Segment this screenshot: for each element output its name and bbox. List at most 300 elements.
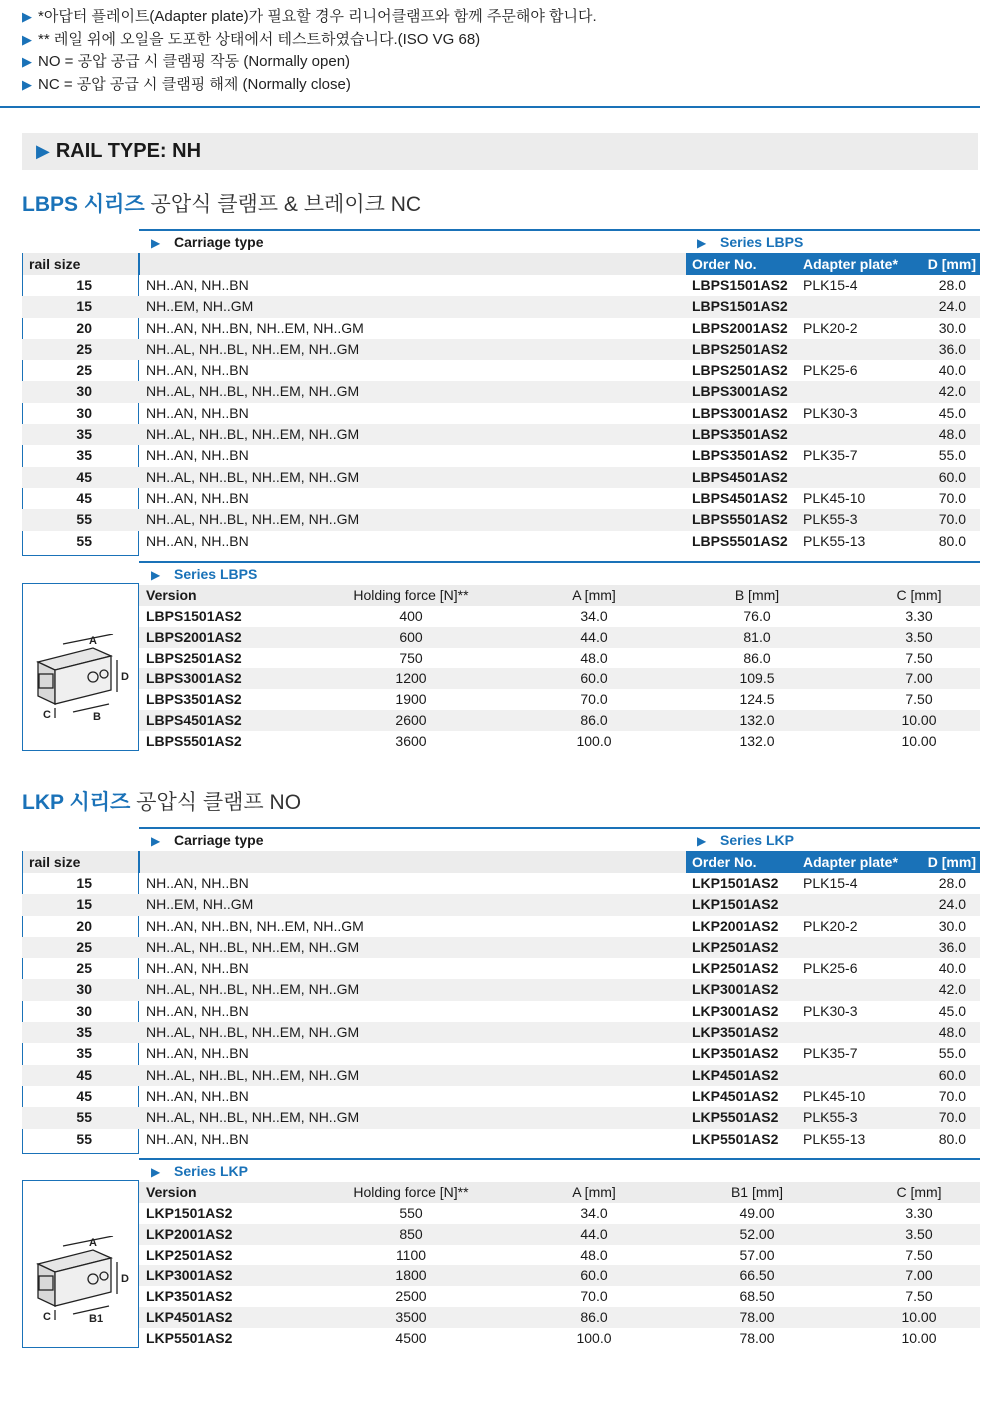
a-mm-cell: 70.0 (580, 1288, 608, 1305)
series-label: Series LBPS (720, 234, 804, 250)
c-mm-cell: 3.30 (905, 608, 933, 624)
adapter-plate-cell: PLK30-3 (803, 404, 858, 421)
carriage-type-cell: NH..AN, NH..BN (146, 404, 249, 421)
order-no-cell: LKP3501AS2 (692, 1024, 779, 1041)
c-mm-cell: 3.50 (905, 628, 933, 645)
carriage-type-cell: NH..AL, NH..BL, NH..EM, NH..GM (146, 426, 360, 443)
carriage-type-cell: NH..AL, NH..BL, NH..EM, NH..GM (146, 1024, 360, 1041)
rail-size-cell: 15 (76, 277, 92, 293)
triangle-bullet-icon: ▶ (22, 54, 32, 69)
triangle-bullet-icon: ▶ (151, 1165, 161, 1179)
d-mm-cell: 42.0 (938, 981, 966, 998)
lbps-title-rest: 공압식 클램프 & 브레이크 NC (144, 193, 422, 216)
d-mm-cell: 55.0 (938, 1045, 966, 1062)
d-mm-cell: 45.0 (938, 1002, 966, 1019)
series-header (697, 234, 803, 250)
lbps-title-bold: LBPS 시리즈 (22, 193, 145, 216)
d-mm-cell: 28.0 (938, 875, 966, 891)
carriage-type-cell: NH..AN, NH..BN (146, 1002, 249, 1019)
a-mm-cell: 100.0 (576, 732, 612, 749)
carriage-type-cell: NH..AN, NH..BN (146, 1130, 249, 1147)
rail-size-cell: 20 (76, 917, 92, 934)
dimension-label-a: A (89, 1237, 97, 1249)
table-row (22, 381, 980, 402)
holding-force-cell: 4500 (395, 1329, 427, 1346)
carriage-type-cell: NH..AN, NH..BN (146, 447, 249, 464)
d-mm-header: D [mm] (927, 854, 976, 870)
d-mm-cell: 30.0 (938, 917, 966, 934)
a-mm-cell: 48.0 (580, 1246, 608, 1263)
rail-size-header: rail size (22, 851, 139, 873)
rail-size-cell: 25 (76, 938, 92, 955)
adapter-plate-cell: PLK15-4 (803, 277, 858, 293)
adapter-plate-cell: PLK45-10 (803, 1087, 866, 1104)
table-header-row (139, 231, 980, 253)
d-mm-cell: 30.0 (938, 319, 966, 336)
d-mm-cell: 70.0 (938, 489, 966, 506)
header-spacer (139, 851, 687, 873)
c-mm-cell: 10.00 (901, 711, 937, 728)
table-row (22, 1043, 980, 1064)
d-mm-header: D [mm] (927, 256, 976, 272)
spec-row (139, 1224, 980, 1245)
d-mm-cell: 28.0 (938, 277, 966, 293)
order-no-cell: LKP5501AS2 (692, 1109, 779, 1126)
spec-header-row (139, 1182, 980, 1203)
c-mm-cell: 10.00 (901, 1308, 937, 1325)
c-mm-cell: 7.50 (905, 691, 933, 708)
c-mm-cell: 7.50 (905, 1246, 933, 1263)
order-no-cell: LKP1501AS2 (692, 875, 779, 891)
notes-list (22, 6, 597, 96)
carriage-type-header (151, 832, 264, 848)
b-mm-cell: 68.50 (739, 1288, 775, 1305)
order-no-cell: LKP3001AS2 (692, 981, 779, 998)
clamp-dimension-diagram (33, 634, 133, 724)
adapter-plate-cell: PLK55-13 (803, 532, 866, 549)
b-mm-cell: 124.5 (739, 691, 775, 708)
spec-row (139, 606, 980, 627)
adapter-plate-cell: PLK25-6 (803, 362, 858, 379)
order-no-cell: LKP4501AS2 (692, 1066, 779, 1083)
c-mm-cell: 10.00 (901, 732, 937, 749)
order-no-cell: LBPS3001AS2 (692, 404, 788, 421)
rail-size-cell: 55 (76, 1130, 92, 1147)
rail-size-cell: 35 (76, 426, 92, 443)
rail-size-cell: 45 (76, 489, 92, 506)
order-no-cell: LKP3501AS2 (692, 1045, 779, 1062)
a-mm-header: A [mm] (572, 1184, 616, 1200)
d-mm-cell: 42.0 (938, 383, 966, 400)
version-header: Version (146, 587, 197, 603)
c-mm-cell: 3.50 (905, 1225, 933, 1242)
table-body (22, 275, 980, 552)
adapter-plate-cell: PLK55-3 (803, 1109, 858, 1126)
triangle-bullet-icon: ▶ (22, 31, 32, 47)
dimension-label-d: D (121, 671, 129, 683)
carriage-type-label: Carriage type (174, 234, 264, 250)
order-no-cell: LBPS2001AS2 (692, 319, 788, 336)
a-mm-cell: 60.0 (580, 670, 608, 687)
rail-size-cell: 35 (76, 1024, 92, 1041)
a-mm-header: A [mm] (572, 587, 616, 603)
spec-row (139, 731, 980, 752)
carriage-type-cell: NH..AN, NH..BN (146, 532, 249, 549)
c-mm-cell: 7.00 (905, 670, 933, 687)
table-row (22, 1001, 980, 1022)
lbps-spec-table (22, 561, 980, 751)
table-row (22, 873, 980, 894)
spec-row (139, 648, 980, 669)
adapter-plate-cell: PLK15-4 (803, 875, 858, 891)
carriage-type-cell: NH..AL, NH..BL, NH..EM, NH..GM (146, 511, 360, 528)
d-mm-cell: 24.0 (938, 896, 966, 913)
rail-size-cell: 15 (76, 875, 92, 891)
carriage-type-cell: NH..AN, NH..BN (146, 960, 249, 977)
order-no-cell: LKP1501AS2 (692, 896, 779, 913)
holding-force-cell: 1900 (395, 691, 427, 708)
a-mm-cell: 100.0 (576, 1329, 612, 1346)
dimension-label-d: D (121, 1273, 129, 1285)
table-row (22, 403, 980, 424)
spec-row (139, 627, 980, 648)
carriage-type-cell: NH..EM, NH..GM (146, 298, 254, 315)
table-row (22, 894, 980, 915)
table-header-row (139, 829, 980, 851)
note-item (22, 6, 597, 29)
lkp-title-rest: 공압식 클램프 NO (130, 791, 302, 814)
order-no-cell: LBPS2501AS2 (692, 362, 788, 379)
column-header-row (22, 851, 980, 873)
spec-title-label: Series LKP (174, 1163, 248, 1179)
order-no-cell: LBPS5501AS2 (692, 532, 788, 549)
d-mm-cell: 60.0 (938, 1066, 966, 1083)
carriage-type-cell: NH..AL, NH..BL, NH..EM, NH..GM (146, 1066, 360, 1083)
table-row (22, 916, 980, 937)
adapter-plate-cell: PLK55-3 (803, 511, 858, 528)
order-header-band (686, 253, 980, 275)
b-mm-cell: 81.0 (743, 628, 771, 645)
order-no-cell: LKP3001AS2 (692, 1002, 779, 1019)
lbps-order-table (22, 229, 980, 556)
c-mm-cell: 7.50 (905, 649, 933, 666)
holding-force-cell: 1800 (395, 1267, 427, 1284)
table-row (22, 531, 980, 552)
b-mm-cell: 86.0 (743, 649, 771, 666)
dimension-label-c: C (43, 1311, 51, 1323)
table-row (22, 1086, 980, 1107)
b-mm-cell: 66.50 (739, 1267, 775, 1284)
a-mm-cell: 34.0 (580, 1205, 608, 1221)
spec-header-row (139, 585, 980, 606)
table-row (22, 488, 980, 509)
c-mm-cell: 3.30 (905, 1205, 933, 1221)
b-mm-cell: 49.00 (739, 1205, 775, 1221)
rail-size-header: rail size (22, 253, 139, 275)
order-no-cell: LBPS3501AS2 (692, 426, 788, 443)
d-mm-cell: 70.0 (938, 511, 966, 528)
table-row (22, 1065, 980, 1086)
carriage-type-cell: NH..AN, NH..BN (146, 875, 249, 891)
holding-force-cell: 3600 (395, 732, 427, 749)
spec-row (139, 1265, 980, 1286)
rail-size-cell: 30 (76, 383, 92, 400)
table-row (22, 979, 980, 1000)
carriage-type-cell: NH..AL, NH..BL, NH..EM, NH..GM (146, 340, 360, 357)
c-mm-header: C [mm] (896, 1184, 942, 1200)
carriage-type-cell: NH..AN, NH..BN (146, 1045, 249, 1062)
version-cell: LKP5501AS2 (146, 1329, 233, 1346)
spec-row (139, 1203, 980, 1224)
dimension-label-b1: B1 (89, 1313, 104, 1325)
table-row (22, 1022, 980, 1043)
dimension-label-b: B (93, 711, 101, 723)
d-mm-cell: 70.0 (938, 1087, 966, 1104)
rail-size-cell: 25 (76, 362, 92, 379)
version-cell: LKP3001AS2 (146, 1267, 233, 1284)
table-row (22, 1129, 980, 1150)
note-item (22, 51, 597, 74)
version-header: Version (146, 1184, 197, 1200)
version-cell: LKP3501AS2 (146, 1288, 233, 1305)
order-no-cell: LKP5501AS2 (692, 1130, 779, 1147)
holding-force-cell: 3500 (395, 1308, 427, 1325)
clamp-illustration-frame (22, 1180, 139, 1348)
rail-size-cell: 45 (76, 468, 92, 485)
d-mm-cell: 70.0 (938, 1109, 966, 1126)
order-no-cell: LKP2001AS2 (692, 917, 779, 934)
holding-force-cell: 1200 (395, 670, 427, 687)
d-mm-cell: 36.0 (938, 938, 966, 955)
version-cell: LKP1501AS2 (146, 1205, 233, 1221)
b-mm-cell: 52.00 (739, 1225, 775, 1242)
triangle-bullet-icon: ▶ (697, 834, 707, 848)
a-mm-cell: 34.0 (580, 608, 608, 624)
rail-type-title: RAIL TYPE: NH (55, 140, 202, 162)
rail-size-cell: 35 (76, 1045, 92, 1062)
table-row (22, 467, 980, 488)
adapter-plate-cell: PLK30-3 (803, 1002, 858, 1019)
lkp-title-bold: LKP 시리즈 (22, 791, 131, 814)
spec-title (151, 563, 257, 585)
adapter-plate-cell: PLK55-13 (803, 1130, 866, 1147)
table-top-rule (139, 1158, 980, 1160)
note-text: NO = 공압 공급 시 클램핑 작동 (Normally open) (38, 53, 351, 70)
c-mm-header: C [mm] (896, 587, 942, 603)
d-mm-cell: 36.0 (938, 340, 966, 357)
a-mm-cell: 70.0 (580, 691, 608, 708)
triangle-bullet-icon: ▶ (36, 141, 50, 161)
holding-force-cell: 550 (399, 1205, 423, 1221)
spec-row (139, 668, 980, 689)
note-text: NC = 공압 공급 시 클램핑 해제 (Normally close) (38, 75, 351, 93)
note-text: *아답터 플레이트(Adapter plate)가 필요할 경우 리니어클램프와 함께 주문해야 합니다. (38, 8, 597, 25)
b-mm-cell: 78.00 (739, 1329, 775, 1346)
order-no-cell: LKP2501AS2 (692, 938, 779, 955)
adapter-plate-header: Adapter plate* (803, 256, 898, 272)
order-no-header: Order No. (692, 854, 757, 870)
adapter-plate-cell: PLK35-7 (803, 1045, 858, 1062)
table-row (22, 937, 980, 958)
table-body (22, 873, 980, 1150)
d-mm-cell: 48.0 (938, 426, 966, 443)
holding-force-cell: 2600 (395, 711, 427, 728)
version-cell: LKP4501AS2 (146, 1308, 233, 1325)
header-spacer (139, 253, 687, 275)
series-label: Series LKP (720, 832, 794, 848)
d-mm-cell: 45.0 (938, 404, 966, 421)
adapter-plate-cell: PLK25-6 (803, 960, 858, 977)
holding-force-cell: 2500 (395, 1288, 427, 1305)
column-header-row (22, 253, 980, 275)
version-cell: LBPS3501AS2 (146, 691, 242, 708)
triangle-bullet-icon: ▶ (697, 236, 707, 250)
table-top-rule (139, 561, 980, 563)
rail-size-cell: 55 (76, 1109, 92, 1126)
order-no-header: Order No. (692, 256, 757, 272)
b-mm-cell: 109.5 (739, 670, 775, 687)
adapter-plate-cell: PLK20-2 (803, 917, 858, 934)
a-mm-cell: 48.0 (580, 649, 608, 666)
b-mm-cell: 78.00 (739, 1308, 775, 1325)
carriage-type-cell: NH..AL, NH..BL, NH..EM, NH..GM (146, 468, 360, 485)
order-no-cell: LBPS5501AS2 (692, 511, 788, 528)
order-header-band (686, 851, 980, 873)
a-mm-cell: 86.0 (580, 711, 608, 728)
version-cell: LBPS2001AS2 (146, 628, 242, 645)
triangle-bullet-icon: ▶ (22, 76, 32, 92)
order-no-cell: LBPS4501AS2 (692, 489, 788, 506)
order-no-cell: LBPS4501AS2 (692, 468, 788, 485)
table-row (22, 1107, 980, 1128)
triangle-bullet-icon: ▶ (151, 568, 161, 582)
carriage-type-cell: NH..AN, NH..BN, NH..EM, NH..GM (146, 917, 364, 934)
b-mm-cell: 76.0 (743, 608, 771, 624)
rail-type-banner (22, 133, 978, 170)
lkp-order-table (22, 827, 980, 1154)
rail-size-cell: 30 (76, 981, 92, 998)
holding-force-header: Holding force [N]** (353, 587, 469, 603)
carriage-type-cell: NH..AN, NH..BN, NH..EM, NH..GM (146, 319, 364, 336)
version-cell: LKP2501AS2 (146, 1246, 233, 1263)
c-mm-cell: 7.00 (905, 1267, 933, 1284)
c-mm-cell: 7.50 (905, 1288, 933, 1305)
adapter-plate-header: Adapter plate* (803, 854, 898, 870)
triangle-bullet-icon: ▶ (151, 236, 161, 250)
order-no-cell: LBPS2501AS2 (692, 340, 788, 357)
rail-size-cell: 45 (76, 1087, 92, 1104)
spec-body (139, 606, 980, 752)
d-mm-cell: 80.0 (938, 1130, 966, 1147)
note-text: ** 레일 위에 오일을 도포한 상태에서 테스트하였습니다.(ISO VG 68) (38, 30, 481, 48)
spec-row (139, 1245, 980, 1266)
version-cell: LKP2001AS2 (146, 1225, 233, 1242)
table-row (22, 958, 980, 979)
clamp-illustration-frame (22, 583, 139, 751)
lbps-section-title (22, 188, 421, 218)
adapter-plate-cell: PLK45-10 (803, 489, 866, 506)
dimension-label-a: A (89, 635, 97, 647)
dimension-label-c: C (43, 709, 51, 721)
table-row (22, 318, 980, 339)
a-mm-cell: 60.0 (580, 1267, 608, 1284)
a-mm-cell: 44.0 (580, 1225, 608, 1242)
b-mm-header: B [mm] (734, 587, 780, 603)
clamp-dimension-diagram (33, 1236, 133, 1326)
spec-title-label: Series LBPS (174, 566, 258, 582)
carriage-type-label: Carriage type (174, 832, 264, 848)
note-item (22, 29, 597, 52)
carriage-type-cell: NH..AL, NH..BL, NH..EM, NH..GM (146, 383, 360, 400)
holding-force-cell: 850 (399, 1225, 423, 1242)
order-no-cell: LBPS1501AS2 (692, 277, 788, 293)
version-cell: LBPS5501AS2 (146, 732, 242, 749)
spec-row (139, 689, 980, 710)
spec-row (139, 1286, 980, 1307)
a-mm-cell: 86.0 (580, 1308, 608, 1325)
rail-size-cell: 55 (76, 511, 92, 528)
carriage-type-header (151, 234, 264, 250)
divider (0, 106, 980, 108)
carriage-type-cell: NH..AN, NH..BN (146, 489, 249, 506)
spec-body (139, 1203, 980, 1349)
rail-size-cell: 25 (76, 960, 92, 977)
table-row (22, 296, 980, 317)
order-no-cell: LBPS3001AS2 (692, 383, 788, 400)
rail-size-cell: 35 (76, 447, 92, 464)
rail-size-cell: 15 (76, 298, 92, 315)
triangle-bullet-icon: ▶ (22, 9, 32, 24)
series-header (697, 832, 794, 848)
holding-force-header: Holding force [N]** (353, 1184, 469, 1200)
version-cell: LBPS4501AS2 (146, 711, 242, 728)
table-row (22, 360, 980, 381)
rail-size-cell: 55 (76, 532, 92, 549)
spec-row (139, 1328, 980, 1349)
holding-force-cell: 1100 (395, 1246, 427, 1263)
holding-force-cell: 400 (399, 608, 423, 624)
b-mm-cell: 57.00 (739, 1246, 775, 1263)
adapter-plate-cell: PLK20-2 (803, 319, 858, 336)
table-row (22, 445, 980, 466)
carriage-type-cell: NH..AN, NH..BN (146, 277, 249, 293)
carriage-type-cell: NH..AL, NH..BL, NH..EM, NH..GM (146, 1109, 360, 1126)
rail-size-cell: 20 (76, 319, 92, 336)
rail-size-cell: 15 (76, 896, 92, 913)
lkp-spec-table (22, 1158, 980, 1348)
d-mm-cell: 80.0 (938, 532, 966, 549)
table-row (22, 275, 980, 296)
b1-mm-header: B1 [mm] (730, 1184, 784, 1200)
rail-size-cell: 30 (76, 1002, 92, 1019)
b-mm-cell: 132.0 (739, 732, 775, 749)
rail-size-cell: 30 (76, 404, 92, 421)
spec-row (139, 1307, 980, 1328)
a-mm-cell: 44.0 (580, 628, 608, 645)
holding-force-cell: 750 (399, 649, 423, 666)
holding-force-cell: 600 (399, 628, 423, 645)
carriage-type-cell: NH..AN, NH..BN (146, 362, 249, 379)
d-mm-cell: 40.0 (938, 362, 966, 379)
d-mm-cell: 24.0 (938, 298, 966, 315)
order-no-cell: LKP2501AS2 (692, 960, 779, 977)
version-cell: LBPS1501AS2 (146, 608, 242, 624)
version-cell: LBPS2501AS2 (146, 649, 242, 666)
carriage-type-cell: NH..EM, NH..GM (146, 896, 254, 913)
d-mm-cell: 40.0 (938, 960, 966, 977)
spec-title (151, 1160, 248, 1182)
triangle-bullet-icon: ▶ (151, 834, 161, 848)
